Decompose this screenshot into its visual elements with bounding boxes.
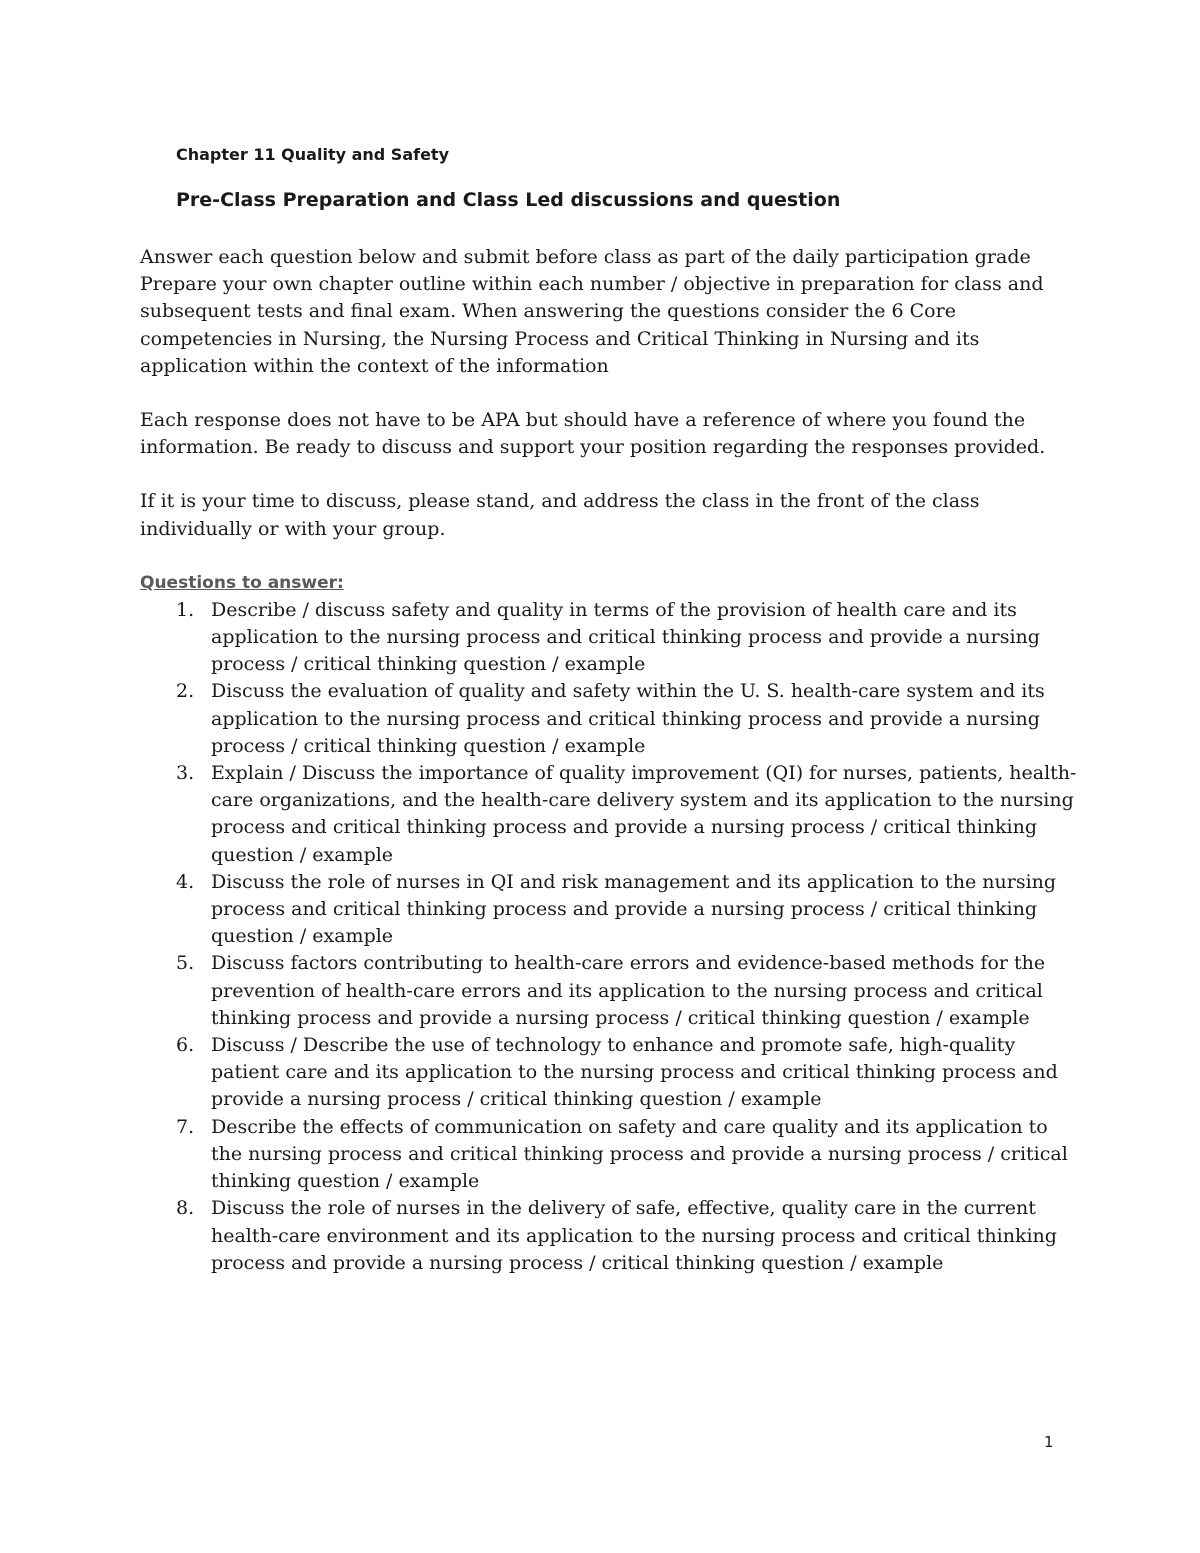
question-line: Discuss the role of nurses in the delivery of safe, effective, quality care in the current bbox=[211, 1197, 1036, 1220]
reference-paragraph bbox=[140, 407, 1060, 461]
question-line: process and critical thinking process and provide a nursing process / critical thinking bbox=[211, 816, 1038, 839]
question-line: Discuss / Describe the use of technology to enhance and promote safe, high-quality bbox=[211, 1034, 1016, 1057]
question-line: Discuss the role of nurses in QI and risk management and its application to the nursing bbox=[211, 870, 1057, 893]
question-number: 2. bbox=[176, 680, 195, 703]
text-line: If it is your time to discuss, please stand, and address the class in the front of the class bbox=[140, 490, 980, 513]
question-line: application to the nursing process and critical thinking process and provide a nursing bbox=[211, 707, 1040, 730]
question-line: process and provide a nursing process / critical thinking question / example bbox=[211, 1251, 944, 1274]
question-line: Describe / discuss safety and quality in terms of the provision of health care and its bbox=[211, 598, 1017, 621]
questions-list bbox=[140, 597, 1077, 1277]
question-line: process and critical thinking process and provide a nursing process / critical thinking bbox=[211, 898, 1038, 921]
chapter-title: Chapter 11 Quality and Safety bbox=[176, 145, 450, 164]
question-line: Discuss the evaluation of quality and safety within the U. S. health-care system and its bbox=[211, 680, 1045, 703]
question-item bbox=[140, 1114, 1068, 1196]
question-number: 7. bbox=[176, 1115, 195, 1138]
text-line: Prepare your own chapter outline within each number / objective in preparation for class and bbox=[140, 273, 1044, 296]
discussion-paragraph bbox=[140, 488, 1060, 542]
question-line: patient care and its application to the nursing process and critical thinking process and bbox=[211, 1061, 1058, 1084]
question-number: 1. bbox=[176, 598, 195, 621]
text-line: application within the context of the information bbox=[140, 354, 609, 377]
question-line: prevention of health-care errors and its application to the nursing process and critical bbox=[211, 979, 1043, 1002]
text-line: competencies in Nursing, the Nursing Process and Critical Thinking in Nursing and its bbox=[140, 327, 980, 350]
questions-heading: Questions to answer: bbox=[140, 572, 344, 593]
question-line: health-care environment and its application to the nursing process and critical thinking bbox=[211, 1224, 1057, 1247]
text-line: Each response does not have to be APA but should have a reference of where you found the bbox=[140, 409, 1026, 432]
question-line: process / critical thinking question / example bbox=[211, 653, 646, 676]
question-item bbox=[140, 678, 1060, 760]
question-number: 5. bbox=[176, 952, 195, 975]
question-line: thinking process and provide a nursing process / critical thinking question / example bbox=[211, 1006, 1030, 1029]
question-line: Explain / Discuss the importance of quality improvement (QI) for nurses, patients, health- bbox=[211, 762, 1077, 785]
question-line: provide a nursing process / critical thinking question / example bbox=[211, 1088, 822, 1111]
question-item bbox=[140, 597, 1060, 679]
question-number: 8. bbox=[176, 1197, 195, 1220]
question-line: Describe the effects of communication on safety and care quality and its application to bbox=[211, 1115, 1048, 1138]
question-number: 4. bbox=[176, 870, 195, 893]
question-line: process / critical thinking question / example bbox=[211, 734, 646, 757]
question-line: question / example bbox=[211, 843, 394, 866]
question-line: thinking question / example bbox=[211, 1170, 480, 1193]
instructions-paragraph bbox=[140, 244, 1060, 380]
question-line: application to the nursing process and critical thinking process and provide a nursing bbox=[211, 626, 1040, 649]
text-line: individually or with your group. bbox=[140, 517, 446, 540]
question-line: Discuss factors contributing to health-care errors and evidence-based methods for the bbox=[211, 952, 1046, 975]
section-title: Pre-Class Preparation and Class Led discussions and question bbox=[176, 189, 841, 211]
text-line: subsequent tests and final exam. When answering the questions consider the 6 Core bbox=[140, 300, 956, 323]
text-line: Answer each question below and submit before class as part of the daily participation grade bbox=[140, 246, 1031, 268]
document-body bbox=[140, 244, 1077, 1277]
question-line: the nursing process and critical thinking process and provide a nursing process / critical bbox=[211, 1142, 1068, 1165]
question-item bbox=[140, 869, 1060, 951]
text-line: information. Be ready to discuss and support your position regarding the responses provided. bbox=[140, 436, 1046, 459]
question-item bbox=[140, 1032, 1060, 1114]
question-item bbox=[140, 760, 1077, 869]
question-number: 3. bbox=[176, 762, 195, 785]
question-item bbox=[140, 950, 1060, 1032]
question-line: care organizations, and the health-care delivery system and its application to the nursing bbox=[211, 789, 1074, 812]
question-item bbox=[140, 1195, 1060, 1277]
question-number: 6. bbox=[176, 1034, 195, 1057]
question-line: question / example bbox=[211, 925, 394, 948]
page-number: 1 bbox=[1044, 1433, 1054, 1451]
